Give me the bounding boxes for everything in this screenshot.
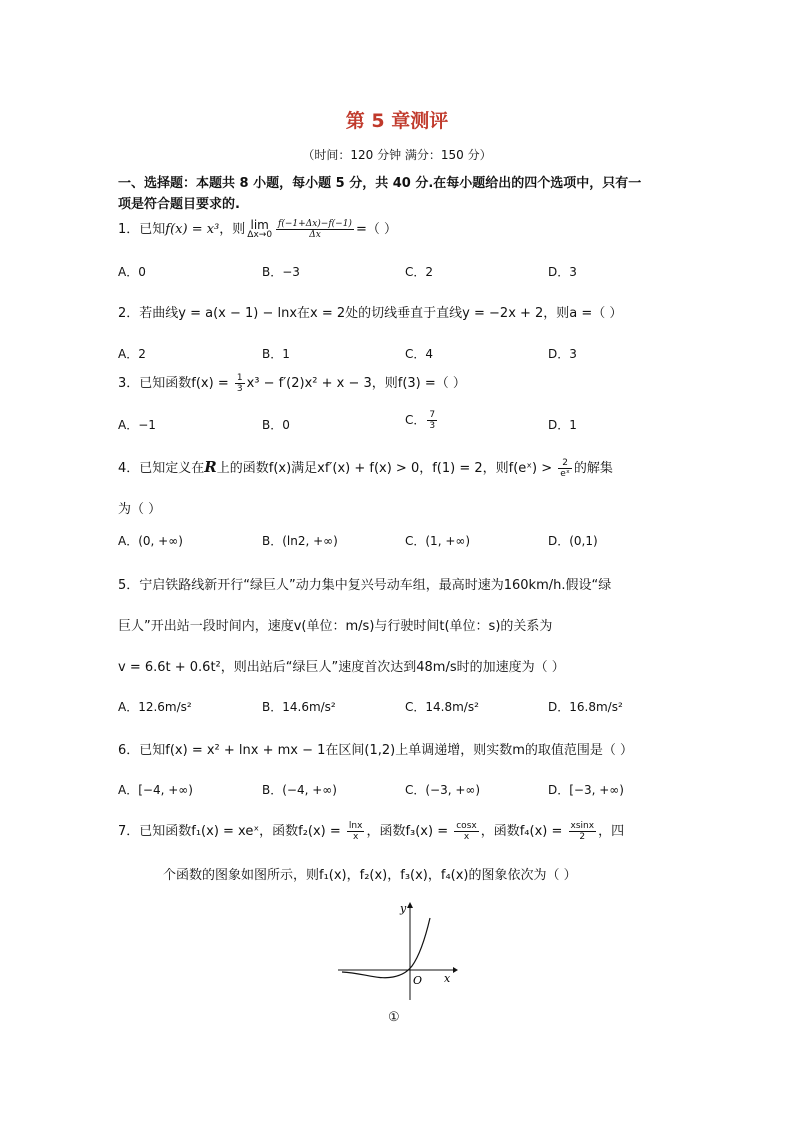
q7-part1: 7．已知函数f₁(x) = xeˣ，函数f₂(x) = (118, 824, 345, 839)
q4-option-d: D．(0,1) (548, 534, 598, 548)
q1-expr: f(x) = x³ (165, 222, 220, 237)
y-axis-label: y (400, 902, 407, 915)
curve-xex (342, 918, 430, 978)
q2-option-b: B．1 (262, 347, 290, 361)
q1-limit: lim Δx→0 (247, 217, 273, 240)
q2-option-d: D．3 (548, 347, 577, 361)
section-heading-line2: 项是符合题目要求的. (118, 197, 240, 212)
q1-mid: ，则 (219, 222, 246, 237)
page-title: 第 5 章测评 (345, 110, 449, 132)
question-3 (118, 372, 466, 394)
question-7 (118, 820, 624, 842)
q4-mid: 上的函数f(x)满足xf′(x) + f(x) > 0，f(1) = 2，则f(eˣ) > (216, 461, 557, 476)
q4-option-b: B．(ln2, +∞) (262, 534, 338, 548)
question-2: 2．若曲线y = a(x − 1) − lnx在x = 2处的切线垂直于直线y = −2x + 2，则a =（ ） (118, 306, 623, 321)
q6-option-c: C．(−3, +∞) (405, 783, 481, 797)
section-heading-line1: 一、选择题：本题共 8 小题，每小题 5 分，共 40 分.在每小题给出的四个选项中，只有一 (118, 176, 642, 191)
q4-real-set: R (204, 458, 217, 476)
q7-f3-fraction: $\frac{\cos x}{x}$ (456, 821, 477, 842)
question-5-line1: 5．宁启铁路线新开行“绿巨人”动力集中复兴号动车组，最高时速为160km/h.假设“绿 (118, 578, 612, 593)
q1-option-b: B．−3 (262, 265, 300, 279)
q3-option-c-fraction: $\frac{7}{3}$ (429, 410, 436, 431)
question-1 (118, 218, 397, 240)
q5-option-c: C．14.8m/s² (405, 700, 479, 714)
q1-option-d: D．3 (548, 265, 577, 279)
q1-option-c: C．2 (405, 265, 434, 279)
question-5-line2: 巨人”开出站一段时间内，速度v(单位：m/s)与行驶时间t(单位：s)的关系为 (118, 619, 553, 634)
exam-info: （时间：120 分钟 满分：150 分） (302, 148, 492, 162)
q5-option-a: A．12.6m/s² (118, 700, 192, 714)
figure-caption: ① (388, 1010, 400, 1025)
x-axis-arrow (453, 967, 458, 973)
q7-part3: ，函数f₄(x) = (480, 824, 567, 839)
q7-part2: ，函数f₃(x) = (366, 824, 453, 839)
q6-option-b: B．(−4, +∞) (262, 783, 337, 797)
q7-f4-fraction: $\frac{xsinx}{2}$ (570, 821, 595, 842)
q3-prefix: 3．已知函数f(x) = (118, 376, 233, 391)
function-graph-figure (338, 900, 458, 1000)
question-4 (118, 457, 613, 479)
q3-option-b: B．0 (262, 418, 290, 432)
q4-suffix: 的解集 (573, 461, 613, 476)
x-axis-label: x (444, 972, 451, 985)
q3-fraction: $\frac{1}{3}$ (236, 373, 243, 394)
origin-label: O (413, 974, 423, 987)
q7-f2-fraction: $\frac{\ln x}{x}$ (348, 821, 363, 842)
question-4-line2: 为（ ） (118, 502, 162, 517)
question-7-line2: 个函数的图象如图所示，则f₁(x)，f₂(x)，f₃(x)，f₄(x)的图象依次为（ ） (163, 868, 577, 883)
question-5-line3: v = 6.6t + 0.6t²，则出站后“绿巨人”速度首次达到48m/s时的加速度为（ ） (118, 660, 565, 675)
q1-fraction: $\frac{f(-1+\Delta x)-f(-1)}{\Delta x}$ (278, 219, 352, 240)
question-6: 6．已知f(x) = x² + lnx + mx − 1在区间(1,2)上单调递增，则实数m的取值范围是（ ） (118, 743, 634, 758)
q2-option-a: A．2 (118, 347, 146, 361)
q4-option-c: C．(1, +∞) (405, 534, 471, 548)
q3-suffix: x³ − f′(2)x² + x − 3，则f(3) =（ ） (246, 376, 466, 391)
q5-option-b: B．14.6m/s² (262, 700, 336, 714)
q6-option-a: A．[−4, +∞) (118, 783, 193, 797)
q3-option-c: C． $\frac{7}{3}$ (405, 410, 436, 431)
q1-option-a: A．0 (118, 265, 146, 279)
q5-option-d: D．16.8m/s² (548, 700, 623, 714)
q2-option-c: C．4 (405, 347, 434, 361)
q4-option-a: A．(0, +∞) (118, 534, 183, 548)
q7-part4: ，四 (598, 824, 625, 839)
q1-suffix: =（ ） (355, 222, 397, 237)
q4-prefix: 4．已知定义在 (118, 461, 205, 476)
y-axis-arrow (407, 902, 413, 908)
q3-option-d: D．1 (548, 418, 577, 432)
q1-prefix: 1．已知 (118, 222, 166, 237)
q4-fraction: $\frac{2}{\text{eˣ}}$ (560, 458, 570, 479)
q6-option-d: D．[−3, +∞) (548, 783, 624, 797)
q3-option-a: A．−1 (118, 418, 156, 432)
